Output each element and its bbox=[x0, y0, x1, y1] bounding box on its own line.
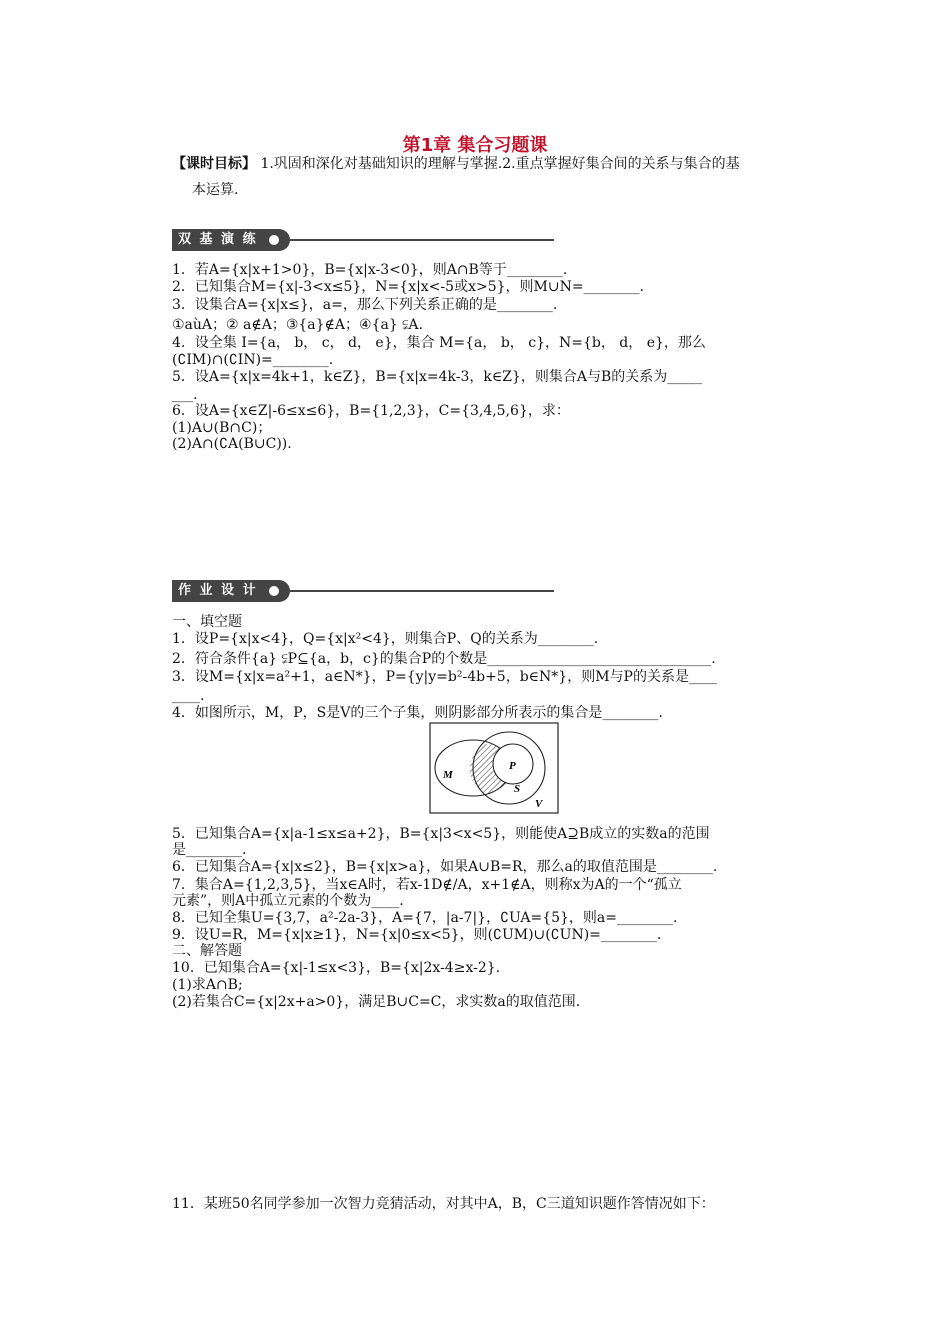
list-item: (2)若集合C={x|2x+a>0}，满足B∪C=C，求实数a的取值范围. bbox=[172, 994, 581, 1010]
list-item: ___. bbox=[172, 387, 198, 403]
list-item: 5．已知集合A={x|a-1≤x≤a+2}，B={x|3<x<5}，则能使A⊇B成立的实数a的范围 bbox=[172, 826, 710, 842]
bullet-dot-icon bbox=[269, 235, 279, 245]
list-item: (1)A∪(B∩C)； bbox=[172, 420, 272, 436]
goal-label: 【课时目标】 bbox=[172, 156, 256, 172]
list-item: 8．已知全集U={3,7，a²-2a-3}，A={7，|a-7|}，∁UA={5}，则a=________. bbox=[172, 910, 678, 926]
list-item: 6．设A={x∈Z|-6≤x≤6}，B={1,2,3}，C={3,4,5,6}，求： bbox=[172, 403, 570, 419]
list-item: 10．已知集合A={x|-1≤x<3}，B={x|2x-4≥x-2}. bbox=[172, 960, 501, 976]
list-item: 元素”，则A中孤立元素的个数为____. bbox=[172, 893, 404, 909]
section-rule bbox=[290, 590, 554, 592]
goal-line-1: 1.巩固和深化对基础知识的理解与掌握.2.重点掌握好集合间的关系与集合的基 bbox=[256, 156, 740, 172]
section-rule bbox=[290, 239, 554, 241]
section-banner-basics bbox=[172, 229, 554, 251]
venn-diagram bbox=[429, 722, 559, 814]
list-item: 9．设U=R，M={x|x≥1}，N={x|0≤x<5}，则(∁UM)∪(∁UN)=________. bbox=[172, 927, 662, 943]
list-item: 6．已知集合A={x|x≤2}，B={x|x>a}，如果A∪B=R，那么a的取值范围是________. bbox=[172, 859, 718, 875]
list-item: 2．符合条件{a} ⫋P⊆{a，b，c}的集合P的个数是________________________________. bbox=[172, 651, 716, 667]
list-item: ①aùA；② a∉A；③{a}∉A；④{a} ⫋A. bbox=[172, 317, 423, 333]
list-item: 3．设M={x|x=a²+1，a∈N*}，P={y|y=b²-4b+5，b∈N*}，则M与P的关系是____ bbox=[172, 669, 717, 685]
section-label: 双 基 演 练 bbox=[172, 229, 290, 251]
list-item: 二、解答题 bbox=[172, 943, 242, 959]
page-title: 第1章 集合习题课 bbox=[402, 135, 548, 156]
label-s: S bbox=[514, 783, 521, 795]
section-banner-homework bbox=[172, 580, 554, 602]
list-item: 5．设A={x|x=4k+1，k∈Z}，B={x|x=4k-3，k∈Z}，则集合A与B的关系为_____ bbox=[172, 369, 703, 385]
section-label: 作 业 设 计 bbox=[172, 580, 290, 602]
list-item: (2)A∩(∁A(B∪C)). bbox=[172, 436, 292, 452]
list-item: 1．若A={x|x+1>0}，B={x|x-3<0}，则A∩B等于________. bbox=[172, 262, 568, 278]
list-item: 一、填空题 bbox=[172, 614, 242, 630]
bullet-dot-icon bbox=[269, 586, 279, 596]
list-item: 7．集合A={1,2,3,5}，当x∈A时，若x-1D∉/A，x+1∉A，则称x为A的一个“孤立 bbox=[172, 877, 682, 893]
list-item: (1)求A∩B; bbox=[172, 977, 243, 993]
list-item: 11．某班50名同学参加一次智力竞猜活动，对其中A，B，C三道知识题作答情况如下： bbox=[172, 1196, 715, 1212]
list-item: 2．已知集合M={x|-3<x≤5}，N={x|x<-5或x>5}，则M∪N=________. bbox=[172, 279, 645, 295]
list-item: 4．设全集 I={a， b， c， d， e}，集合 M={a， b， c}，N={b， d， e}，那么 bbox=[172, 335, 706, 351]
goal-line-2: 本运算. bbox=[192, 182, 239, 198]
list-item: 是________. bbox=[172, 842, 247, 858]
list-item: 4．如图所示，M，P，S是V的三个子集，则阴影部分所表示的集合是________. bbox=[172, 705, 663, 721]
label-p: P bbox=[509, 760, 516, 772]
label-m: M bbox=[443, 769, 453, 781]
list-item: ____. bbox=[172, 688, 205, 704]
lesson-goal bbox=[172, 151, 822, 203]
list-item: 3．设集合A={x|x≤}，a=，那么下列关系正确的是________. bbox=[172, 297, 558, 313]
list-item: 1．设P={x|x<4}，Q={x|x²<4}，则集合P、Q的关系为________. bbox=[172, 631, 599, 647]
list-item: (∁IM)∩(∁IN)=________. bbox=[172, 352, 334, 368]
label-v: V bbox=[535, 798, 543, 810]
